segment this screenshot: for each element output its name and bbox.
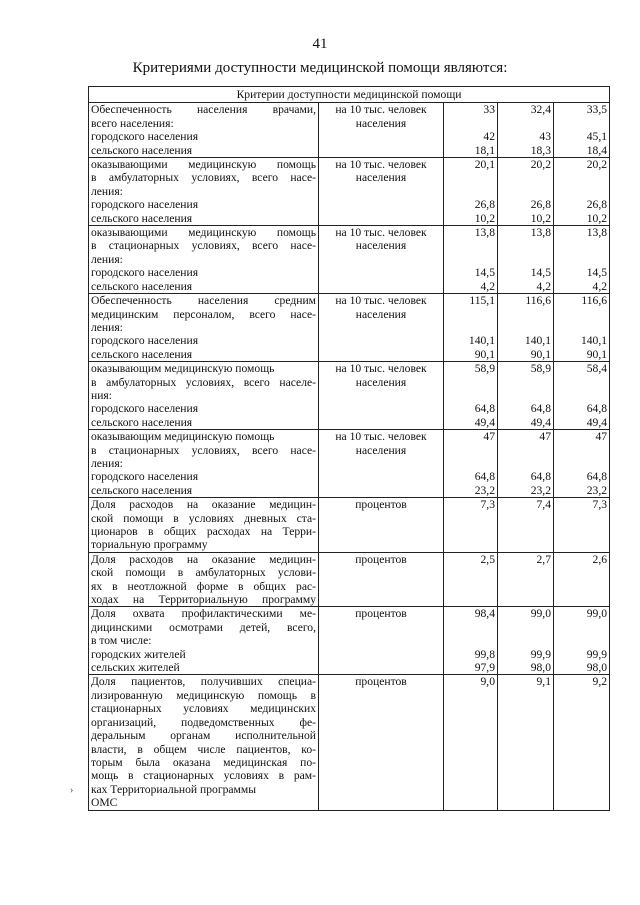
table-header-row	[89, 87, 610, 103]
value-line: 99,0	[586, 607, 608, 621]
criterion-name-line: сельского населения	[91, 143, 193, 157]
value-cell-year-1	[444, 675, 498, 810]
criterion-name-line: деральным органам исполнительной	[91, 729, 316, 743]
value-line: 90,1	[474, 347, 495, 361]
criterion-name-line: власти, в общем числе пациентов, ко-	[91, 742, 316, 756]
value-cell-year-1	[444, 498, 498, 553]
value-line: 115,1	[469, 294, 495, 308]
criterion-name-line: городского населения	[91, 266, 199, 280]
value-line: 47	[539, 430, 551, 444]
value-cell-year-2	[498, 430, 554, 498]
value-cell-year-2	[498, 675, 554, 810]
value-line	[446, 185, 495, 198]
criterion-name-line: оказывающими медицинскую помощь	[91, 158, 316, 172]
value-line: 18,3	[530, 143, 551, 157]
value-line: 47	[483, 430, 495, 444]
value-line: 13,8	[586, 226, 608, 240]
value-cell-year-3	[554, 675, 610, 810]
value-line	[556, 457, 607, 470]
criterion-unit	[319, 158, 444, 226]
criterion-unit-line: процентов	[355, 607, 407, 621]
value-line	[446, 621, 495, 634]
criterion-unit-line: населения	[355, 116, 407, 130]
value-line: 33	[483, 103, 495, 117]
value-cell-year-1	[444, 552, 498, 607]
value-cell-year-1	[444, 158, 498, 226]
criterion-name	[89, 498, 319, 553]
value-line: 7,3	[592, 498, 608, 512]
criterion-unit	[319, 498, 444, 553]
criterion-unit	[319, 607, 444, 675]
value-line	[446, 308, 495, 321]
criterion-unit	[319, 226, 444, 294]
value-line: 49,4	[586, 415, 608, 429]
criterion-name-line: Доля расходов на оказание медицин-	[91, 498, 316, 512]
value-cell-year-2	[498, 607, 554, 675]
criterion-name-line: городского населения	[91, 470, 199, 484]
criterion-name-line: в том числе:	[91, 634, 152, 648]
value-cell-year-2	[498, 498, 554, 553]
value-line: 98,0	[586, 661, 608, 675]
table-row	[89, 675, 610, 810]
criterion-name-line: мощь в стационарных условиях в рам-	[91, 769, 316, 783]
value-line	[556, 239, 607, 252]
criterion-name-line: Доля охвата профилактическими ме-	[91, 607, 316, 621]
criterion-name-line: городского населения	[91, 334, 199, 348]
value-line: 9,1	[536, 675, 551, 689]
criterion-unit-line: на 10 тыс. человек	[335, 294, 427, 308]
value-line: 4,2	[592, 279, 608, 293]
criterion-name-line: ления:	[91, 184, 123, 198]
value-line	[500, 376, 551, 389]
criterion-name-line: Обеспеченность населения средним	[91, 294, 316, 308]
criterion-unit	[319, 294, 444, 362]
value-line: 7,3	[480, 498, 495, 512]
value-line	[556, 171, 607, 184]
criterion-name	[89, 158, 319, 226]
value-cell-year-3	[554, 294, 610, 362]
value-line	[556, 321, 607, 334]
criterion-name	[89, 294, 319, 362]
value-line	[556, 634, 607, 647]
value-line: 14,5	[474, 266, 495, 280]
value-cell-year-3	[554, 607, 610, 675]
criterion-unit-line: процентов	[355, 552, 407, 566]
value-line: 13,8	[474, 226, 495, 240]
value-line: 58,9	[530, 362, 551, 376]
value-line	[500, 444, 551, 457]
criterion-name-line: сельского населения	[91, 347, 193, 361]
criterion-name-line: ния:	[91, 388, 112, 402]
value-line: 26,8	[586, 198, 608, 212]
criterion-unit	[319, 103, 444, 158]
criterion-unit	[319, 675, 444, 810]
criterion-name-line: торым была оказана медицинская по-	[91, 755, 316, 769]
criterion-name-line: в стационарных условиях, всего насе-	[91, 239, 316, 253]
value-line: 26,8	[530, 198, 551, 212]
value-line	[500, 308, 551, 321]
value-line: 49,4	[530, 415, 551, 429]
value-line: 116,6	[581, 294, 608, 308]
value-line	[446, 171, 495, 184]
value-line	[556, 117, 607, 130]
value-line: 58,4	[586, 362, 608, 376]
criterion-name	[89, 362, 319, 430]
value-line: 140,1	[524, 334, 551, 348]
value-line: 2,7	[536, 552, 551, 566]
criterion-unit-line: населения	[355, 307, 407, 321]
criterion-name	[89, 103, 319, 158]
criterion-name	[89, 607, 319, 675]
page-number: 41	[312, 36, 328, 52]
table-row	[89, 158, 610, 226]
criterion-name-line: городского населения	[91, 198, 199, 212]
value-line: 98,0	[530, 661, 551, 675]
value-cell-year-2	[498, 226, 554, 294]
criterion-unit	[319, 552, 444, 607]
criterion-name-line: стационарных условиях медицинских	[91, 702, 316, 716]
criterion-name-line: Доля пациентов, получивших специа-	[91, 675, 316, 689]
criterion-name-line: сельского населения	[91, 279, 193, 293]
table-row	[89, 294, 610, 362]
value-cell-year-2	[498, 158, 554, 226]
table-header: Критерии доступности медицинской помощи	[89, 87, 610, 103]
value-line: 10,2	[586, 211, 608, 225]
criterion-name-line: медицинским персоналом, всего насе-	[91, 307, 316, 321]
value-line: 32,4	[530, 103, 551, 117]
table-row	[89, 226, 610, 294]
criterion-name-line: оказывающими медицинскую помощь	[91, 226, 316, 240]
table-row	[89, 103, 610, 158]
criterion-name-line: ходах на Территориальную программу	[91, 593, 316, 607]
criterion-unit-line: процентов	[355, 675, 407, 689]
criterion-name-line: дицинскими осмотрами детей, всего,	[91, 620, 316, 634]
criterion-name-line: ления:	[91, 456, 123, 470]
value-line: 20,2	[586, 158, 608, 172]
value-cell-year-3	[554, 103, 610, 158]
criterion-unit-line: населения	[355, 375, 407, 389]
value-cell-year-2	[498, 103, 554, 158]
criterion-name-line: ционаров в общих расходах на Терри-	[91, 525, 316, 538]
value-line: 64,8	[586, 470, 608, 484]
criterion-name-line: ской помощи в условиях дневных ста-	[91, 511, 316, 525]
value-line: 4,2	[480, 279, 495, 293]
table-row	[89, 498, 610, 553]
value-line	[446, 634, 495, 647]
value-cell-year-3	[554, 226, 610, 294]
table-row	[89, 362, 610, 430]
criterion-name-line: сельских жителей	[91, 661, 180, 675]
value-line: 90,1	[530, 347, 551, 361]
value-line	[556, 444, 607, 457]
value-line	[500, 621, 551, 634]
criterion-name	[89, 552, 319, 607]
criterion-unit-line: населения	[355, 239, 407, 253]
value-line: 64,8	[530, 470, 551, 484]
value-line: 140,1	[580, 334, 608, 348]
value-line: 10,2	[530, 211, 551, 225]
page-heading: Критериями доступности медицинской помощи являются:	[132, 60, 508, 76]
criterion-name-line: ления:	[91, 320, 123, 334]
value-line: 14,5	[530, 266, 551, 280]
criterion-name-line: ях в неотложной форме в общих рас-	[91, 579, 316, 593]
criterion-name-line: в стационарных условиях, всего насе-	[91, 443, 316, 457]
value-line: 26,8	[474, 198, 495, 212]
criterion-name-line: ториальную программу	[91, 538, 208, 552]
criterion-unit-line: на 10 тыс. человек	[335, 362, 427, 376]
value-line	[446, 321, 495, 334]
criterion-name-line: ления:	[91, 252, 123, 266]
value-line	[446, 253, 495, 266]
value-line: 99,9	[586, 647, 608, 661]
criterion-name-line: всего населения:	[91, 116, 174, 130]
value-line: 2,5	[480, 552, 495, 566]
criterion-unit	[319, 430, 444, 498]
value-line	[500, 389, 551, 402]
criterion-unit-line: процентов	[355, 498, 407, 512]
table-body	[89, 103, 610, 810]
value-line: 14,5	[586, 266, 608, 280]
value-cell-year-1	[444, 430, 498, 498]
criterion-name-line: ках Территориальной программы	[91, 782, 256, 796]
criterion-name-line: городских жителей	[91, 647, 186, 661]
value-line: 97,9	[474, 661, 495, 675]
criterion-name	[89, 675, 319, 810]
value-line: 99,8	[474, 647, 495, 661]
table-row	[89, 607, 610, 675]
value-cell-year-1	[444, 294, 498, 362]
criterion-unit-line: населения	[355, 443, 407, 457]
value-line	[500, 171, 551, 184]
value-line: 99,9	[530, 647, 551, 661]
value-line	[556, 308, 607, 321]
value-line	[556, 389, 607, 402]
value-line: 9,2	[592, 675, 608, 689]
value-line: 49,4	[474, 415, 495, 429]
value-line	[556, 376, 607, 389]
value-line	[500, 457, 551, 470]
value-line: 23,2	[474, 483, 495, 497]
value-line: 18,4	[586, 143, 608, 157]
value-cell-year-3	[554, 362, 610, 430]
value-cell-year-2	[498, 294, 554, 362]
value-line: 58,9	[474, 362, 495, 376]
value-line: 45,1	[586, 130, 608, 144]
criterion-name	[89, 430, 319, 498]
value-cell-year-2	[498, 362, 554, 430]
value-line: 116,6	[525, 294, 551, 308]
value-line: 64,8	[474, 402, 495, 416]
criterion-name-line: ской помощи в амбулаторных услови-	[91, 566, 316, 580]
value-cell-year-3	[554, 158, 610, 226]
value-cell-year-3	[554, 430, 610, 498]
value-line: 140,1	[468, 334, 495, 348]
value-line: 43	[539, 130, 551, 144]
value-line: 64,8	[474, 470, 495, 484]
value-line	[446, 389, 495, 402]
value-line: 47	[595, 430, 608, 444]
value-line: 64,8	[586, 402, 608, 416]
value-line: 18,1	[474, 143, 495, 157]
value-line	[556, 253, 607, 266]
value-line: 10,2	[474, 211, 495, 225]
value-line	[446, 376, 495, 389]
value-line	[500, 253, 551, 266]
criterion-name	[89, 226, 319, 294]
criterion-name-line: организаций, подведомственных фе-	[91, 715, 316, 729]
criterion-unit-line: населения	[355, 171, 407, 185]
criterion-name-line: в амбулаторных условиях, всего населе-	[91, 375, 316, 389]
criterion-unit	[319, 362, 444, 430]
value-line: 13,8	[530, 226, 551, 240]
criterion-name-line: Доля расходов на оказание медицин-	[91, 552, 316, 566]
criterion-name-line: сельского населения	[91, 211, 193, 225]
criterion-name-line: Обеспеченность населения врачами,	[91, 103, 316, 117]
value-line	[446, 117, 495, 130]
value-line	[446, 444, 495, 457]
value-cell-year-1	[444, 103, 498, 158]
value-cell-year-1	[444, 226, 498, 294]
criterion-unit-line: на 10 тыс. человек	[335, 158, 427, 172]
value-line: 33,5	[586, 103, 608, 117]
criterion-name-line: ОМС	[91, 796, 118, 810]
value-cell-year-1	[444, 607, 498, 675]
value-line: 98,4	[474, 607, 495, 621]
criterion-name-line: городского населения	[91, 130, 199, 144]
table-row	[89, 552, 610, 607]
criterion-unit-line: на 10 тыс. человек	[335, 430, 427, 444]
criterion-unit-line: на 10 тыс. человек	[335, 103, 427, 117]
value-cell-year-2	[498, 552, 554, 607]
criteria-table	[88, 86, 610, 811]
value-line	[556, 185, 607, 198]
value-line: 23,2	[586, 483, 608, 497]
criterion-name-line: лизированную медицинскую помощь в	[91, 688, 316, 702]
value-line	[556, 621, 607, 634]
value-line	[500, 185, 551, 198]
value-line: 23,2	[530, 483, 551, 497]
criterion-name-line: городского населения	[91, 402, 199, 416]
value-line: 7,4	[536, 498, 551, 512]
value-line	[500, 239, 551, 252]
criterion-name-line: оказывающим медицинскую помощь	[91, 362, 275, 376]
criterion-unit-line: на 10 тыс. человек	[335, 226, 427, 240]
criterion-name-line: оказывающим медицинскую помощь	[91, 430, 275, 444]
value-cell-year-3	[554, 552, 610, 607]
value-line	[500, 117, 551, 130]
criterion-name-line: сельского населения	[91, 483, 193, 497]
value-line	[500, 321, 551, 334]
value-line: 99,0	[530, 607, 551, 621]
value-line: 4,2	[536, 279, 551, 293]
value-cell-year-3	[554, 498, 610, 553]
value-line: 42	[483, 130, 495, 144]
value-line	[500, 634, 551, 647]
table-row	[89, 430, 610, 498]
value-cell-year-1	[444, 362, 498, 430]
margin-mark: ›	[70, 785, 74, 796]
value-line: 2,6	[592, 552, 608, 566]
value-line: 20,2	[530, 158, 551, 172]
value-line: 20,1	[474, 158, 495, 172]
criterion-name-line: сельского населения	[91, 415, 193, 429]
value-line	[446, 457, 495, 470]
criterion-name-line: в амбулаторных условиях, всего насе-	[91, 171, 316, 185]
value-line: 90,1	[586, 347, 608, 361]
value-line	[446, 239, 495, 252]
value-line: 9,0	[480, 675, 495, 689]
value-line: 64,8	[530, 402, 551, 416]
